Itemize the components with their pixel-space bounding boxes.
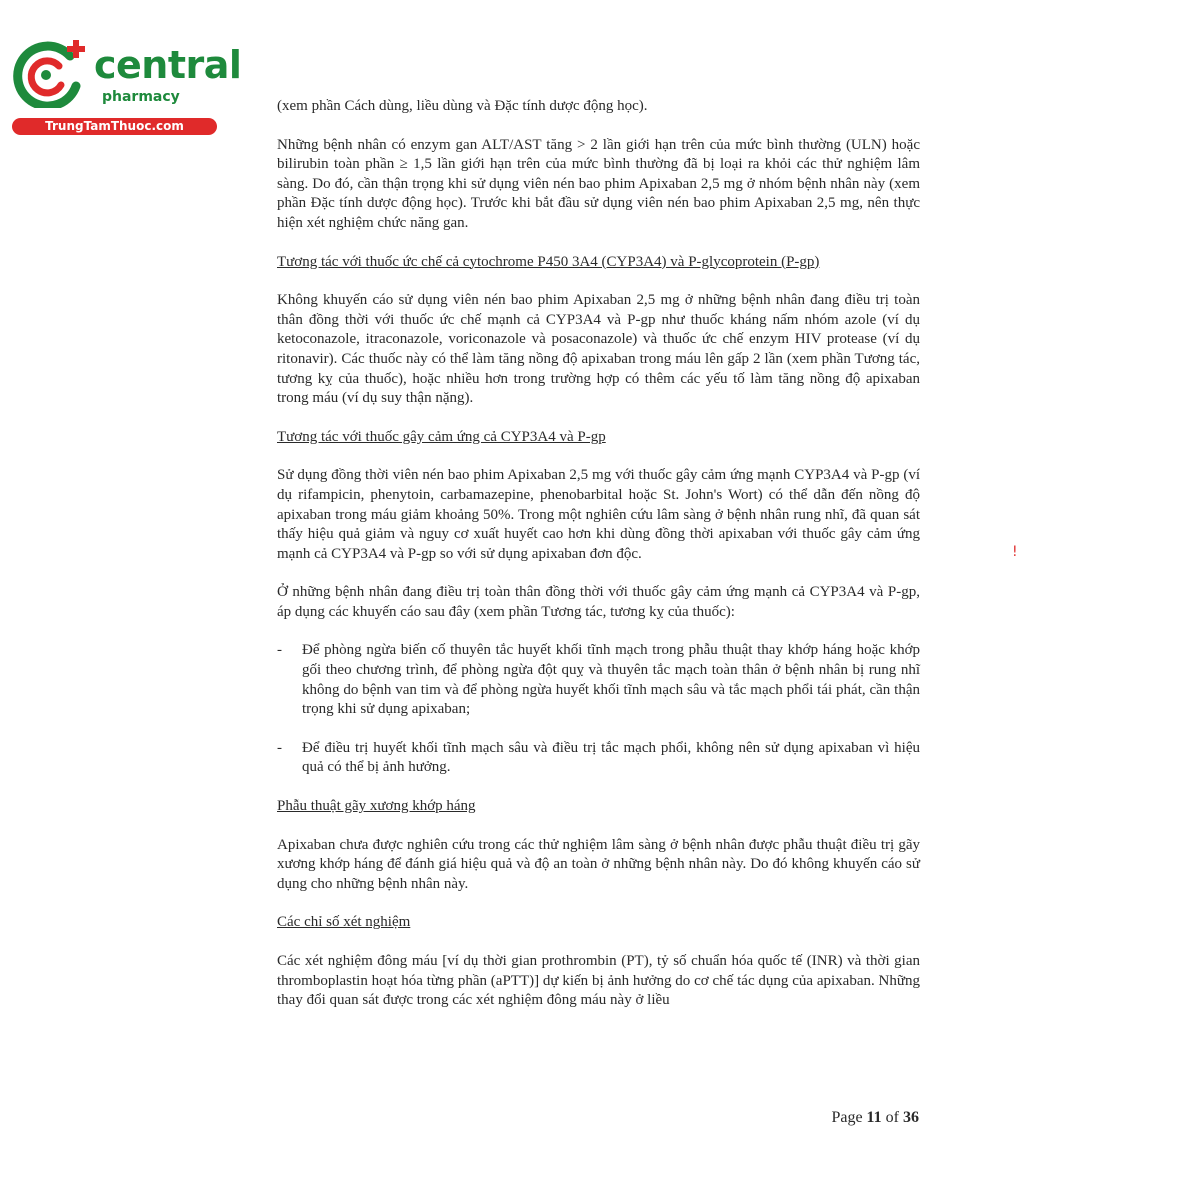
paragraph-hip-fracture: Apixaban chưa được nghiên cứu trong các thử nghiệm lâm sàng ở bệnh nhân được phẫu thuật điều trị gãy xương khớp háng để đánh giá hiệu quả và độ an toàn ở những bệnh nhân này. Do đó không khuyến cáo sử dụng cho những bệnh nhân này. [277,836,920,892]
logo-subtitle: pharmacy [102,89,180,105]
paragraph-liver-enzymes: Những bệnh nhân có enzym gan ALT/AST tăng > 2 lần giới hạn trên của mức bình thường (ULN) hoặc bilirubin toàn phần ≥ 1,5 lần giới hạn trên của mức bình thường đã bị loại ra khỏi các thử nghiệm lâm sàng. Do đó, cần thận trọng khi sử dụng viên nén bao phim Apixaban 2,5 mg ở nhóm bệnh nhân này (xem phần Đặc tính dược động học). Trước khi bắt đầu sử dụng viên nén bao phim Apixaban 2,5 mg, nên thực hiện xét nghiệm chức năng gan. [277,136,920,231]
document-body [277,97,920,1030]
central-pharmacy-logo [10,38,242,138]
page-total: 36 [903,1109,919,1126]
section-heading-lab-parameters: Các chỉ số xét nghiệm [277,914,411,931]
list-item: - Để điều trị huyết khối tĩnh mạch sâu và điều trị tắc mạch phổi, không nên sử dụng apixaban vì hiệu quả có thể bị ảnh hưởng. [277,739,920,778]
paragraph-recommendations-intro: Ở những bệnh nhân đang điều trị toàn thân đồng thời với thuốc gây cảm ứng mạnh cả CYP3A4 và P-gp, áp dụng các khuyến cáo sau đây (xem phần Tương tác, tương kỵ của thuốc): [277,584,920,620]
logo-name: central [94,43,242,87]
section-heading-cyp3a4-inducers: Tương tác với thuốc gây cảm ứng cả CYP3A4 và P-gp [277,428,606,445]
section-heading-hip-fracture: Phẫu thuật gãy xương khớp háng [277,798,476,815]
paragraph-cyp3a4-inhibitors: Không khuyến cáo sử dụng viên nén bao phim Apixaban 2,5 mg ở những bệnh nhân đang điều trị toàn thân đồng thời với thuốc ức chế mạnh cả CYP3A4 và P-gp như thuốc kháng nấm nhóm azole (ví dụ ketoconazole, itraconazole, voriconazole và posaconazole) và thuốc ức chế enzym HIV protease (ví dụ ritonavir). Các thuốc này có thể làm tăng nồng độ apixaban trong máu lên gấp 2 lần (xem phần Tương tác, tương kỵ của thuốc), hoặc nhiều hơn trong trường hợp có thêm các yếu tố làm tăng nồng độ apixaban trong máu (ví dụ suy thận nặng). [277,292,920,407]
of-label: of [885,1109,899,1126]
margin-mark: ! [1012,544,1018,560]
recommendations-list [277,641,920,778]
list-item: - Để phòng ngừa biến cố thuyên tắc huyết khối tĩnh mạch trong phẫu thuật thay khớp háng hoặc khớp gối theo chương trình, để phòng ngừa đột quỵ và thuyên tắc mạch toàn thân ở bệnh nhân bị rung nhĩ không do bệnh van tim và để phòng ngừa huyết khối tĩnh mạch sâu và tắc mạch phổi tái phát, cần thận trọng khi sử dụng apixaban; [277,641,920,719]
logo-url-badge: TrungTamThuoc.com [12,118,217,135]
page-number [831,1108,919,1128]
paragraph-liver-reference: (xem phần Cách dùng, liều dùng và Đặc tính dược động học). [277,98,648,114]
paragraph-cyp3a4-inducers: Sử dụng đồng thời viên nén bao phim Apixaban 2,5 mg với thuốc gây cảm ứng mạnh CYP3A4 và P-gp (ví dụ rifampicin, phenytoin, carbamazepine, phenobarbital hoặc St. John's Wort) có thể dẫn đến nồng độ apixaban trong máu giảm khoảng 50%. Trong một nghiên cứu lâm sàng ở bệnh nhân rung nhĩ, đã quan sát thấy hiệu quả giảm và nguy cơ xuất huyết cao hơn khi dùng đồng thời apixaban với thuốc gây cảm ứng mạnh cả CYP3A4 và P-gp so với sử dụng apixaban đơn độc. [277,467,920,562]
pharmacy-logo-icon [10,38,90,108]
page-current: 11 [866,1109,882,1126]
section-heading-cyp3a4-inhibitors: Tương tác với thuốc ức chế cả cytochrome P450 3A4 (CYP3A4) và P-glycoprotein (P-gp) [277,253,820,270]
page-label: Page [831,1109,863,1126]
paragraph-lab-parameters: Các xét nghiệm đông máu [ví dụ thời gian prothrombin (PT), tỷ số chuẩn hóa quốc tế (INR) và thời gian thromboplastin hoạt hóa từng phần (aPTT)] dự kiến bị ảnh hưởng do cơ chế tác dụng của apixaban. Những thay đổi quan sát được trong các xét nghiệm đông máu này ở liều [277,953,920,1009]
